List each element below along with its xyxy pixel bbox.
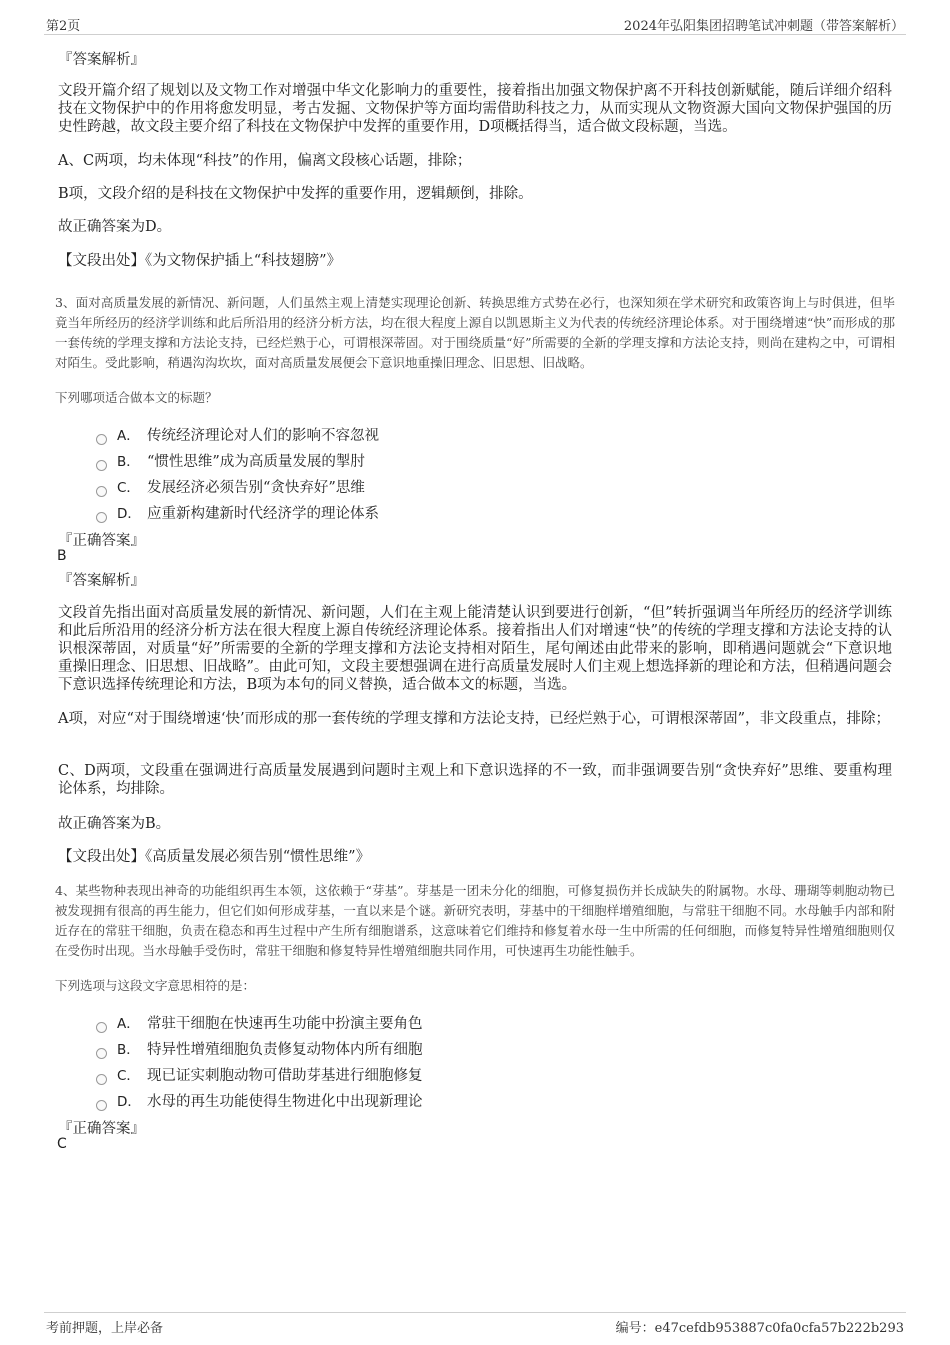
radio-icon[interactable]: [96, 1022, 107, 1033]
analysis-option-b: B项，文段介绍的是科技在文物保护中发挥的重要作用，逻辑颠倒，排除。: [58, 186, 533, 202]
footer-slogan: 考前押题，上岸必备: [46, 1321, 164, 1336]
radio-icon[interactable]: [96, 1100, 107, 1111]
question-4-option-d[interactable]: D． 水母的再生功能使得生物进化中出现新理论: [96, 1090, 423, 1108]
question-4-option-a[interactable]: A． 常驻干细胞在快速再生功能中扮演主要角色: [96, 1012, 423, 1030]
radio-icon[interactable]: [96, 1048, 107, 1059]
page-number: 第2页: [46, 19, 81, 34]
radio-icon[interactable]: [96, 512, 107, 523]
question-4-stem: 4、某些物种表现出神奇的功能组织再生本领，这依赖于“芽基”。芽基是一团未分化的细胞，可修复损伤并长成缺失的附属物。水母、珊瑚等刺胞动物已被发现拥有很高的再生能力，但它们如何形成芽基，一直以来是个谜。新研究表明，芽基中的干细胞样增殖细胞，与常驻干细胞不同。水母触手内部和附近存在的常驻干细胞，负责在稳态和再生过程中产生所有细胞谱系，这意味着它们维持和修复着水母一生中所需的任何细胞，而修复特异性增殖细胞则仅在受伤时出现。当水母触手受伤时，常驻干细胞和修复特异性增殖细胞共同作用，可快速再生功能性触手。: [55, 883, 895, 958]
analysis-option-a: A项，对应“对于围绕增速‘快’而形成的那一套传统的学理支撑和方法论支持，已经烂熟于心，可谓根深蒂固”，非文段重点，排除；: [58, 711, 891, 727]
analysis-text: 文段首先指出面对高质量发展的新情况、新问题，人们在主观上能清楚认识到要进行创新，“但”转折强调当年所经历的经济学训练和此后所沿用的经济分析方法在很大程度上源自传统经济理论体系。接着指出人们对增速“快”的传统的学理支撑和方法论支持的认识根深蒂固，对质量“好”所需要的全新的学理支撑和方法论支持相对陌生，尾句阐述由此带来的影响，即稍遇问题就会“下意识地重操旧理念、旧思想、旧战略”。由此可知，文段主要想强调在进行高质量发展时人们主观上想选择新的理论和方法，但稍遇问题会下意识选择传统理论和方法，B项为本句的同义替换，适合做本文的标题，当选。: [58, 605, 892, 693]
radio-icon[interactable]: [96, 1074, 107, 1085]
page-footer: [44, 1312, 906, 1337]
question-3-option-a[interactable]: A． 传统经济理论对人们的影响不容忽视: [96, 424, 379, 442]
correct-answer-label: 『正确答案』: [58, 1121, 145, 1137]
analysis-conclusion: 故正确答案为B。: [58, 816, 171, 832]
radio-icon[interactable]: [96, 434, 107, 445]
question-3-option-b[interactable]: B． “惯性思维”成为高质量发展的掣肘: [96, 450, 365, 468]
radio-icon[interactable]: [96, 486, 107, 497]
question-3-option-d[interactable]: D． 应重新构建新时代经济学的理论体系: [96, 502, 379, 520]
analysis-label: 『答案解析』: [58, 573, 145, 589]
correct-answer: C: [57, 1136, 67, 1152]
page-header: [44, 14, 906, 35]
analysis-option-cd: C、D两项，文段重在强调进行高质量发展遇到问题时主观上和下意识选择的不一致，而非强调要告别“贪快弃好”思维、要重构理论体系，均排除。: [58, 763, 892, 797]
passage-source: 【文段出处】《为文物保护插上“科技翅膀”》: [58, 253, 342, 269]
correct-answer-label: 『正确答案』: [58, 533, 145, 549]
analysis-conclusion: 故正确答案为D。: [58, 219, 172, 235]
radio-icon[interactable]: [96, 460, 107, 471]
question-3-stem: 3、面对高质量发展的新情况、新问题，人们虽然主观上清楚实现理论创新、转换思维方式势在必行，也深知须在学术研究和政策咨询上与时俱进，但毕竟当年所经历的经济学训练和此后所沿用的经济分析方法，均在很大程度上源自以凯恩斯主义为代表的传统经济理论体系。对于围绕增速“快”而形成的那一套传统的学理支撑和方法论支持，已经烂熟于心，可谓根深蒂固。对于围绕质量“好”所需要的全新的学理支撑和方法论支持，则尚在建构之中，可谓相对陌生。受此影响，稍遇沟沟坎坎，面对高质量发展便会下意识地重操旧理念、旧思想、旧战略。: [55, 295, 895, 370]
question-4-prompt: 下列选项与这段文字意思相符的是：: [55, 978, 256, 993]
question-3-option-c[interactable]: C． 发展经济必须告别“贪快弃好”思维: [96, 476, 365, 494]
correct-answer: B: [57, 548, 67, 564]
document-serial: 编号：e47cefdb953887c0fa0cfa57b222b293: [615, 1321, 904, 1336]
analysis-label: 『答案解析』: [58, 52, 145, 68]
analysis-text: 文段开篇介绍了规划以及文物工作对增强中华文化影响力的重要性，接着指出加强文物保护离不开科技创新赋能，随后详细介绍科技在文物保护中的作用将愈发明显，考古发掘、文物保护等方面均需借助科技之力，从而实现从文物资源大国向文物保护强国的历史性跨越，故文段主要介绍了科技在文物保护中发挥的重要作用，D项概括得当，适合做文段标题，当选。: [58, 83, 892, 135]
passage-source: 【文段出处】《高质量发展必须告别“惯性思维”》: [58, 849, 371, 865]
question-4-option-b[interactable]: B． 特异性增殖细胞负责修复动物体内所有细胞: [96, 1038, 423, 1056]
question-3-prompt: 下列哪项适合做本文的标题？: [55, 390, 218, 405]
analysis-option-ac: A、C两项，均未体现“科技”的作用，偏离文段核心话题，排除；: [58, 153, 472, 169]
question-4-option-c[interactable]: C． 现已证实刺胞动物可借助芽基进行细胞修复: [96, 1064, 423, 1082]
document-title: 2024年弘阳集团招聘笔试冲刺题（带答案解析）: [623, 19, 904, 34]
